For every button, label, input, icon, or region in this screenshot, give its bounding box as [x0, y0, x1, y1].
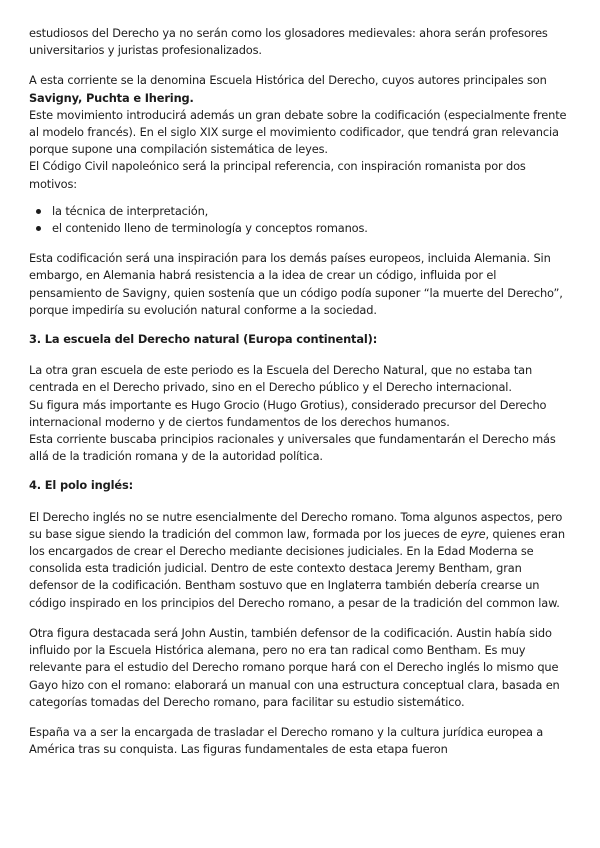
rational-principles-text: Esta corriente buscaba principios racionales y universales que fundamentarán el Derecho más allá de la tradición romana y de la autoridad política.: [29, 432, 556, 464]
section-heading-english-pole: 4. El polo inglés:: [29, 478, 133, 493]
english-law-text-b: , quienes eran los encargados de crear el Derecho mediante decisiones judiciales. En la Edad Moderna se consolida esta tradición judicial. Dentro de este contexto destaca Jeremy Bentham, gran defensor de la codificación. Bentham sostuvo que en Inglaterra también debería crearse un código inspirado en los principios del Derecho romano, a pesar de la tradición del common law.: [29, 526, 565, 610]
paragraph-codification-europe: Esta codificación será una inspiración para los demás países europeos, incluida Alemania. Sin embargo, en Alemania habrá resistencia a la idea de crear un código, influida por el pensamiento de Savigny, quien sostenía que un código podía suponer “la muerte del Derecho”, porque impediría su evolución natural conforme a la sociedad.: [29, 251, 563, 317]
paragraph-natural-law: [29, 362, 572, 465]
authors-bold-text: Savigny, Puchta e Ihering.: [29, 90, 194, 105]
motives-list: [29, 203, 572, 237]
grotius-text: Su figura más importante es Hugo Grocio (Hugo Grotius), considerado precursor del Derecho internacional moderno y de ciertos fundamentos de los derechos humanos.: [29, 397, 547, 429]
paragraph-english-law: [29, 509, 572, 612]
codification-debate-text: Este movimiento introducirá además un gran debate sobre la codificación (especialmente frente al modelo francés). En el siglo XIX surge el movimiento codificador, que tendrá gran relevancia porque supone una compilación sistemática de leyes.: [29, 107, 567, 157]
natural-law-intro-text: La otra gran escuela de este periodo es la Escuela del Derecho Natural, que no estaba tan centrada en el Derecho privado, sino en el Derecho público y el Derecho internacional.: [29, 363, 533, 395]
paragraph-continuation: estudiosos del Derecho ya no serán como los glosadores medievales: ahora serán profesores universitarios y juristas profesionalizados.: [29, 26, 548, 58]
bullet-icon: [36, 226, 41, 231]
eyre-italic-text: eyre: [460, 526, 486, 541]
english-law-text-a: El Derecho inglés no se nutre esencialmente del Derecho romano. Toma algunos aspectos, pero su base sigue siendo la tradición del common law, formada por los jueces de: [29, 509, 563, 541]
paragraph-historical-school: [29, 72, 572, 192]
section-heading-natural-law: 3. La escuela del Derecho natural (Europa continental):: [29, 332, 378, 347]
paragraph-john-austin: Otra figura destacada será John Austin, también defensor de la codificación. Austin había sido influido por la Escuela Histórica alemana, pero no era tan radical como Bentham. Es muy relevante para el estudio del Derecho romano porque hará con el Derecho inglés lo mismo que Gayo hizo con el romano: elaborará un manual con una estructura conceptual clara, basada en categorías tomadas del Derecho romano, para facilitar su estudio sistemático.: [29, 625, 560, 709]
list-item: [52, 220, 572, 237]
paragraph-spain-america: España va a ser la encargada de trasladar el Derecho romano y la cultura jurídica europea a América tras su conquista. Las figuras fundamentales de esta etapa fueron: [29, 724, 544, 757]
napoleonic-code-text: El Código Civil napoleónico será la principal referencia, con inspiración romanista por dos motivos:: [29, 159, 526, 191]
paragraph-intro-text: A esta corriente se la denomina Escuela Histórica del Derecho, cuyos autores principales son: [29, 73, 547, 88]
list-item-text: el contenido lleno de terminología y conceptos romanos.: [52, 221, 368, 236]
list-item: [52, 203, 572, 220]
bullet-icon: [36, 209, 41, 214]
list-item-text: la técnica de interpretación,: [52, 203, 209, 218]
